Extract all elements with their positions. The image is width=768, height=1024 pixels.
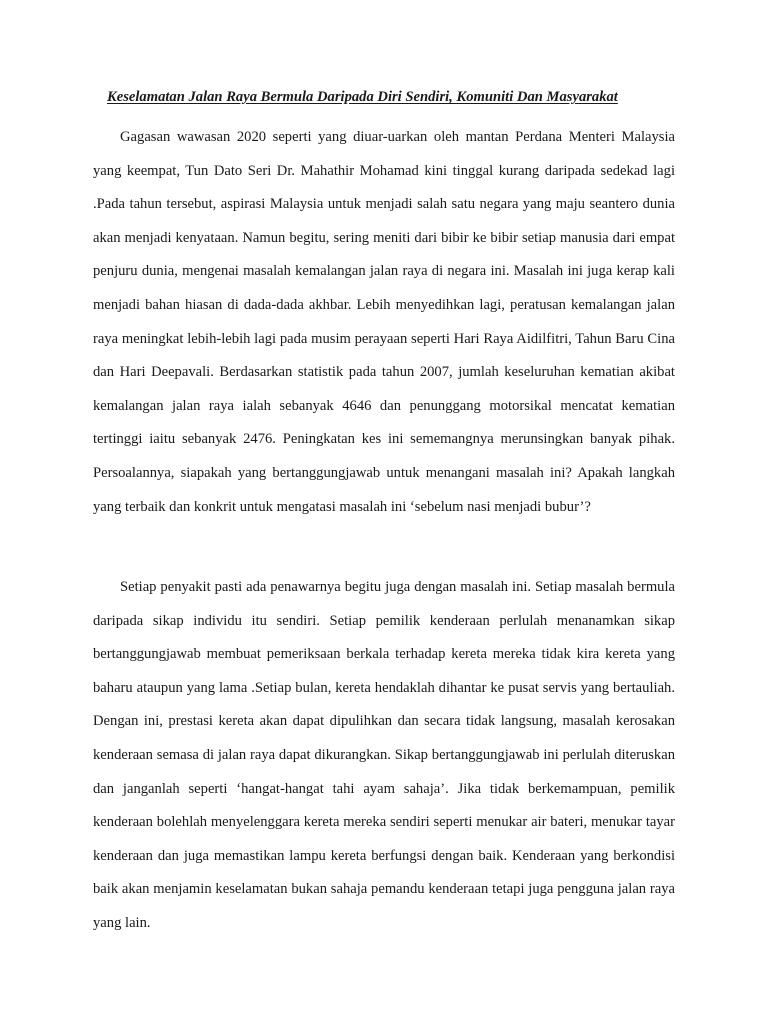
paragraph-1: Gagasan wawasan 2020 seperti yang diuar-uarkan oleh mantan Perdana Menteri Malaysia yang keempat, Tun Dato Seri Dr. Mahathir Mohamad kini tinggal kurang daripada sedekad lagi .Pada tahun tersebut, aspirasi Malaysia untuk menjadi salah satu negara yang maju seantero dunia akan menjadi kenyataan. Namun begitu, sering meniti dari bibir ke bibir setiap manusia dari empat penjuru dunia, mengenai masalah kemalangan jalan raya di negara ini. Masalah ini juga kerap kali menjadi bahan hiasan di dada-dada akhbar. Lebih menyedihkan lagi, peratusan kemalangan jalan raya meningkat lebih-lebih lagi pada musim perayaan seperti Hari Raya Aidilfitri, Tahun Baru Cina dan Hari Deepavali. Berdasarkan statistik pada tahun 2007, jumlah keseluruhan kematian akibat kemalangan jalan raya ialah sebanyak 4646 dan penunggang motorsikal mencatat kematian tertinggi iaitu sebanyak 2476. Peningkatan kes ini sememangnya merunsingkan banyak pihak. Persoalannya, siapakah yang bertanggungjawab untuk menangani masalah ini? Apakah langkah yang terbaik dan konkrit untuk mengatasi masalah ini ‘sebelum nasi menjadi bubur’? — [93, 129, 675, 515]
document-title: Keselamatan Jalan Raya Bermula Daripada Diri Sendiri, Komuniti Dan Masyarakat — [107, 89, 618, 105]
paragraph-2: Setiap penyakit pasti ada penawarnya begitu juga dengan masalah ini. Setiap masalah bermula daripada sikap individu itu sendiri. Setiap pemilik kenderaan perlulah menanamkan sikap bertanggungjawab membuat pemeriksaan berkala terhadap kereta mereka tidak kira kereta yang baharu ataupun yang lama .Setiap bulan, kereta hendaklah dihantar ke pusat servis yang bertauliah. Dengan ini, prestasi kereta akan dapat dipulihkan dan secara tidak langsung, masalah kerosakan kenderaan semasa di jalan raya dapat dikurangkan. Sikap bertanggungjawab ini perlulah diteruskan dan janganlah seperti ‘hangat-hangat tahi ayam sahaja’. Jika tidak berkemampuan, pemilik kenderaan bolehlah menyelenggara kereta mereka sendiri seperti menukar air bateri, menukar tayar kenderaan dan juga memastikan lampu kereta berfungsi dengan baik. Kenderaan yang berkondisi baik akan menjamin keselamatan bukan sahaja pemandu kenderaan tetapi juga pengguna jalan raya yang lain. — [93, 579, 675, 931]
